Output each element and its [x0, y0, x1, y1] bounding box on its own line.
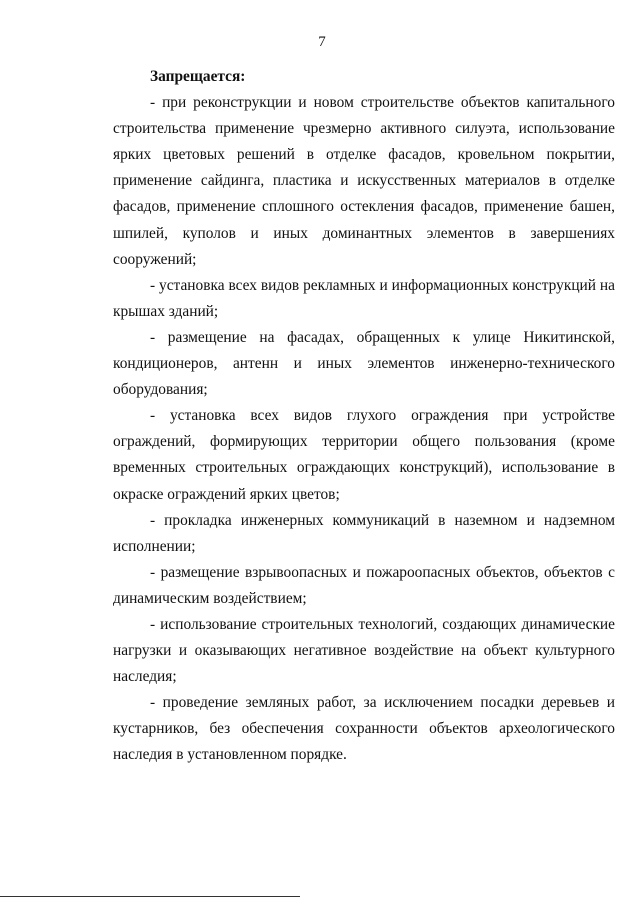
prohibition-item: - при реконструкции и новом строительстве объектов капитального строительства применение чрезмерно активного силуэта, использование ярких цветовых решений в отделке фасадов, кровельном покрытии, применение сайдинга, пластика и искусственных материалов в отделке фасадов, применение сплошного остекления фасадов, применение башен, шпилей, куполов и иных доминантных элементов в завершениях сооружений; [113, 94, 615, 268]
prohibition-item: - прокладка инженерных коммуникаций в наземном и надземном исполнении; [113, 511, 615, 555]
document-body [113, 64, 615, 769]
prohibition-item: - размещение на фасадах, обращенных к улице Никитинской, кондиционеров, антенн и иных элементов инженерно-технического оборудования; [113, 328, 615, 399]
prohibition-item: - использование строительных технологий, создающих динамические нагрузки и оказывающих негативное воздействие на объект культурного наследия; [113, 615, 615, 686]
prohibition-item: - размещение взрывоопасных и пожароопасных объектов, объектов с динамическим воздействием; [113, 563, 615, 607]
page-number: 7 [318, 34, 326, 50]
page-edge-rule [0, 896, 300, 897]
section-heading: Запрещается: [150, 68, 246, 85]
prohibition-item: - установка всех видов рекламных и информационных конструкций на крышах зданий; [113, 276, 615, 320]
prohibition-item: - проведение земляных работ, за исключением посадки деревьев и кустарников, без обеспечения сохранности объектов археологического наследия в установленном порядке. [113, 694, 615, 764]
prohibition-item: - установка всех видов глухого ограждения при устройстве ограждений, формирующих территории общего пользования (кроме временных строительных ограждающих конструкций), использование в окраске ограждений ярких цветов; [113, 407, 615, 503]
